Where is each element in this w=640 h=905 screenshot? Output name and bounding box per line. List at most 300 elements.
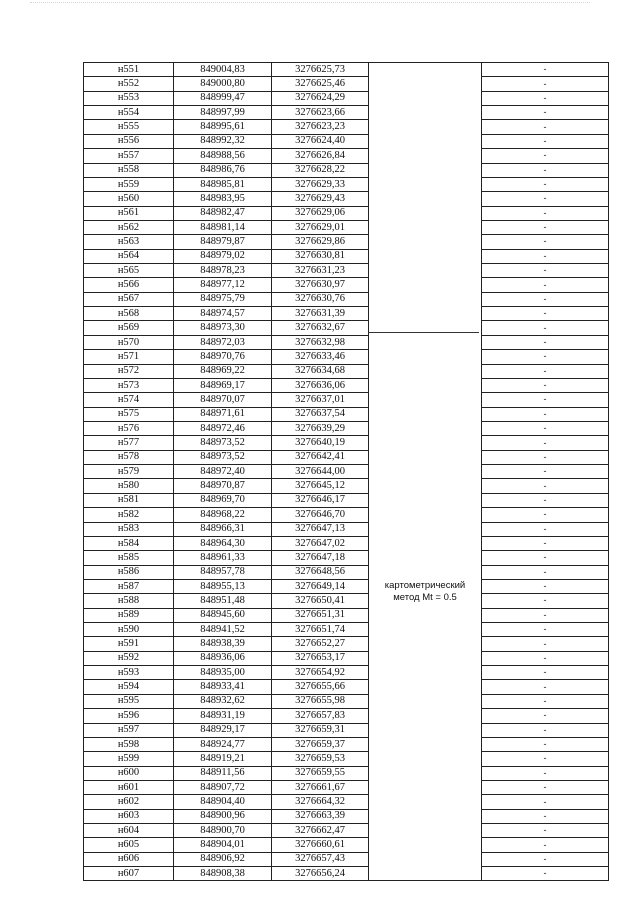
accuracy-dash: -	[543, 451, 547, 462]
x-coordinate-cell: 848972,46	[174, 421, 272, 435]
accuracy-dash: -	[543, 193, 547, 204]
x-coordinate-cell: 848904,01	[174, 838, 272, 852]
accuracy-dash: -	[543, 466, 547, 477]
accuracy-cell	[482, 522, 609, 536]
accuracy-cell	[482, 407, 609, 421]
point-number-cell: н576	[84, 421, 174, 435]
table-row	[84, 493, 609, 507]
accuracy-cell	[482, 307, 609, 321]
accuracy-dash: -	[543, 552, 547, 563]
x-coordinate-cell: 848975,79	[174, 292, 272, 306]
accuracy-dash: -	[543, 624, 547, 635]
y-coordinate-cell: 3276651,74	[272, 623, 369, 637]
point-number-cell: н603	[84, 809, 174, 823]
table-row	[84, 623, 609, 637]
y-coordinate-cell: 3276630,81	[272, 249, 369, 263]
point-number-cell: н606	[84, 852, 174, 866]
x-coordinate-cell: 848986,76	[174, 163, 272, 177]
table-row	[84, 63, 609, 77]
accuracy-cell	[482, 809, 609, 823]
accuracy-dash: -	[543, 293, 547, 304]
y-coordinate-cell: 3276629,06	[272, 206, 369, 220]
accuracy-dash: -	[543, 135, 547, 146]
y-coordinate-cell: 3276629,86	[272, 235, 369, 249]
accuracy-cell	[482, 235, 609, 249]
accuracy-dash: -	[543, 810, 547, 821]
accuracy-dash: -	[543, 222, 547, 233]
accuracy-dash: -	[543, 595, 547, 606]
accuracy-dash: -	[543, 394, 547, 405]
accuracy-dash: -	[543, 279, 547, 290]
table-row	[84, 694, 609, 708]
accuracy-dash: -	[543, 853, 547, 864]
x-coordinate-cell: 848919,21	[174, 752, 272, 766]
point-number-cell: н569	[84, 321, 174, 335]
table-row	[84, 608, 609, 622]
accuracy-dash: -	[543, 566, 547, 577]
x-coordinate-cell: 848968,22	[174, 508, 272, 522]
table-row	[84, 393, 609, 407]
x-coordinate-cell: 848970,76	[174, 350, 272, 364]
accuracy-cell	[482, 292, 609, 306]
y-coordinate-cell: 3276633,46	[272, 350, 369, 364]
y-coordinate-cell: 3276642,41	[272, 450, 369, 464]
accuracy-cell	[482, 508, 609, 522]
accuracy-dash: -	[543, 351, 547, 362]
table-row	[84, 91, 609, 105]
x-coordinate-cell: 848904,40	[174, 795, 272, 809]
y-coordinate-cell: 3276639,29	[272, 421, 369, 435]
point-number-cell: н599	[84, 752, 174, 766]
x-coordinate-cell: 848982,47	[174, 206, 272, 220]
accuracy-dash: -	[543, 523, 547, 534]
x-coordinate-cell: 848907,72	[174, 780, 272, 794]
accuracy-cell	[482, 421, 609, 435]
accuracy-cell	[482, 393, 609, 407]
accuracy-dash: -	[543, 825, 547, 836]
point-number-cell: н571	[84, 350, 174, 364]
accuracy-cell	[482, 378, 609, 392]
table-row	[84, 780, 609, 794]
method-accuracy-text: метод Mt = 0.5	[393, 591, 457, 603]
method-cell	[369, 63, 482, 881]
table-row	[84, 177, 609, 191]
x-coordinate-cell: 848969,17	[174, 378, 272, 392]
table-row	[84, 809, 609, 823]
point-number-cell: н604	[84, 824, 174, 838]
accuracy-dash: -	[543, 638, 547, 649]
y-coordinate-cell: 3276632,67	[272, 321, 369, 335]
accuracy-dash: -	[543, 868, 547, 879]
point-number-cell: н570	[84, 335, 174, 349]
y-coordinate-cell: 3276652,27	[272, 637, 369, 651]
point-number-cell: н573	[84, 378, 174, 392]
accuracy-dash: -	[543, 494, 547, 505]
accuracy-dash: -	[543, 92, 547, 103]
accuracy-cell	[482, 752, 609, 766]
accuracy-cell	[482, 91, 609, 105]
point-number-cell: н602	[84, 795, 174, 809]
accuracy-dash: -	[543, 753, 547, 764]
y-coordinate-cell: 3276653,17	[272, 651, 369, 665]
x-coordinate-cell: 848931,19	[174, 709, 272, 723]
table-row	[84, 465, 609, 479]
y-coordinate-cell: 3276630,97	[272, 278, 369, 292]
point-number-cell: н564	[84, 249, 174, 263]
table-row	[84, 278, 609, 292]
accuracy-dash: -	[543, 365, 547, 376]
table-row	[84, 407, 609, 421]
table-row	[84, 766, 609, 780]
point-number-cell: н551	[84, 63, 174, 77]
x-coordinate-cell: 848971,61	[174, 407, 272, 421]
point-number-cell: н594	[84, 680, 174, 694]
x-coordinate-cell: 848955,13	[174, 579, 272, 593]
point-number-cell: н601	[84, 780, 174, 794]
point-number-cell: н589	[84, 608, 174, 622]
accuracy-cell	[482, 321, 609, 335]
table-row	[84, 335, 609, 349]
table-row	[84, 192, 609, 206]
x-coordinate-cell: 848988,56	[174, 149, 272, 163]
table-row	[84, 651, 609, 665]
table-row	[84, 421, 609, 435]
y-coordinate-cell: 3276634,68	[272, 364, 369, 378]
accuracy-cell	[482, 220, 609, 234]
point-number-cell: н572	[84, 364, 174, 378]
point-number-cell: н561	[84, 206, 174, 220]
accuracy-cell	[482, 536, 609, 550]
point-number-cell: н600	[84, 766, 174, 780]
table-row	[84, 292, 609, 306]
table-row	[84, 709, 609, 723]
table-row	[84, 350, 609, 364]
accuracy-cell	[482, 594, 609, 608]
point-number-cell: н583	[84, 522, 174, 536]
point-number-cell: н578	[84, 450, 174, 464]
accuracy-cell	[482, 565, 609, 579]
table-row	[84, 838, 609, 852]
y-coordinate-cell: 3276625,46	[272, 77, 369, 91]
accuracy-dash: -	[543, 480, 547, 491]
table-row	[84, 364, 609, 378]
point-number-cell: н577	[84, 436, 174, 450]
accuracy-cell	[482, 350, 609, 364]
accuracy-dash: -	[543, 78, 547, 89]
accuracy-cell	[482, 206, 609, 220]
point-number-cell: н567	[84, 292, 174, 306]
accuracy-cell	[482, 120, 609, 134]
scan-header-artifact	[30, 2, 590, 11]
table-row	[84, 206, 609, 220]
point-number-cell: н595	[84, 694, 174, 708]
accuracy-cell	[482, 134, 609, 148]
table-row	[84, 637, 609, 651]
y-coordinate-cell: 3276659,55	[272, 766, 369, 780]
y-coordinate-cell: 3276650,41	[272, 594, 369, 608]
y-coordinate-cell: 3276636,06	[272, 378, 369, 392]
table-row	[84, 795, 609, 809]
accuracy-cell	[482, 723, 609, 737]
table-row	[84, 522, 609, 536]
accuracy-cell	[482, 149, 609, 163]
accuracy-dash: -	[543, 179, 547, 190]
accuracy-cell	[482, 450, 609, 464]
accuracy-dash: -	[543, 64, 547, 75]
x-coordinate-cell: 848970,87	[174, 479, 272, 493]
y-coordinate-cell: 3276662,47	[272, 824, 369, 838]
point-number-cell: н581	[84, 493, 174, 507]
accuracy-dash: -	[543, 609, 547, 620]
y-coordinate-cell: 3276660,61	[272, 838, 369, 852]
point-number-cell: н553	[84, 91, 174, 105]
y-coordinate-cell: 3276640,19	[272, 436, 369, 450]
accuracy-dash: -	[543, 782, 547, 793]
x-coordinate-cell: 848935,00	[174, 666, 272, 680]
x-coordinate-cell: 848999,47	[174, 91, 272, 105]
x-coordinate-cell: 848964,30	[174, 536, 272, 550]
y-coordinate-cell: 3276631,23	[272, 264, 369, 278]
table-row	[84, 824, 609, 838]
accuracy-dash: -	[543, 121, 547, 132]
accuracy-cell	[482, 335, 609, 349]
y-coordinate-cell: 3276659,53	[272, 752, 369, 766]
y-coordinate-cell: 3276637,54	[272, 407, 369, 421]
y-coordinate-cell: 3276663,39	[272, 809, 369, 823]
accuracy-dash: -	[543, 265, 547, 276]
point-number-cell: н590	[84, 623, 174, 637]
point-number-cell: н582	[84, 508, 174, 522]
accuracy-dash: -	[543, 107, 547, 118]
table-row	[84, 479, 609, 493]
accuracy-cell	[482, 780, 609, 794]
table-row	[84, 752, 609, 766]
accuracy-cell	[482, 192, 609, 206]
method-separator-line	[368, 332, 479, 333]
y-coordinate-cell: 3276630,76	[272, 292, 369, 306]
accuracy-cell	[482, 77, 609, 91]
x-coordinate-cell: 848932,62	[174, 694, 272, 708]
table-row	[84, 536, 609, 550]
point-number-cell: н555	[84, 120, 174, 134]
point-number-cell: н584	[84, 536, 174, 550]
point-number-cell: н560	[84, 192, 174, 206]
accuracy-cell	[482, 680, 609, 694]
y-coordinate-cell: 3276624,40	[272, 134, 369, 148]
point-number-cell: н597	[84, 723, 174, 737]
y-coordinate-cell: 3276626,84	[272, 149, 369, 163]
accuracy-cell	[482, 852, 609, 866]
point-number-cell: н566	[84, 278, 174, 292]
y-coordinate-cell: 3276625,73	[272, 63, 369, 77]
table-row	[84, 106, 609, 120]
point-number-cell: н586	[84, 565, 174, 579]
point-number-cell: н552	[84, 77, 174, 91]
x-coordinate-cell: 848900,70	[174, 824, 272, 838]
point-number-cell: н558	[84, 163, 174, 177]
y-coordinate-cell: 3276624,29	[272, 91, 369, 105]
y-coordinate-cell: 3276632,98	[272, 335, 369, 349]
point-number-cell: н587	[84, 579, 174, 593]
table-row	[84, 307, 609, 321]
y-coordinate-cell: 3276645,12	[272, 479, 369, 493]
table-row	[84, 666, 609, 680]
accuracy-dash: -	[543, 308, 547, 319]
point-number-cell: н559	[84, 177, 174, 191]
x-coordinate-cell: 848908,38	[174, 867, 272, 881]
table-row	[84, 723, 609, 737]
accuracy-cell	[482, 479, 609, 493]
x-coordinate-cell: 848911,56	[174, 766, 272, 780]
x-coordinate-cell: 848985,81	[174, 177, 272, 191]
x-coordinate-cell: 848973,52	[174, 436, 272, 450]
accuracy-dash: -	[543, 164, 547, 175]
x-coordinate-cell: 848973,52	[174, 450, 272, 464]
x-coordinate-cell: 848929,17	[174, 723, 272, 737]
accuracy-cell	[482, 694, 609, 708]
x-coordinate-cell: 848972,40	[174, 465, 272, 479]
accuracy-cell	[482, 795, 609, 809]
accuracy-cell	[482, 766, 609, 780]
accuracy-cell	[482, 709, 609, 723]
accuracy-dash: -	[543, 767, 547, 778]
accuracy-cell	[482, 838, 609, 852]
x-coordinate-cell: 848970,07	[174, 393, 272, 407]
accuracy-dash: -	[543, 739, 547, 750]
accuracy-cell	[482, 249, 609, 263]
accuracy-cell	[482, 163, 609, 177]
point-number-cell: н607	[84, 867, 174, 881]
accuracy-dash: -	[543, 380, 547, 391]
y-coordinate-cell: 3276631,39	[272, 307, 369, 321]
x-coordinate-cell: 848951,48	[174, 594, 272, 608]
accuracy-cell	[482, 666, 609, 680]
accuracy-cell	[482, 737, 609, 751]
table-row	[84, 149, 609, 163]
accuracy-cell	[482, 651, 609, 665]
point-number-cell: н574	[84, 393, 174, 407]
table-row	[84, 120, 609, 134]
accuracy-dash: -	[543, 652, 547, 663]
point-number-cell: н585	[84, 551, 174, 565]
y-coordinate-cell: 3276623,66	[272, 106, 369, 120]
y-coordinate-cell: 3276664,32	[272, 795, 369, 809]
y-coordinate-cell: 3276654,92	[272, 666, 369, 680]
y-coordinate-cell: 3276659,31	[272, 723, 369, 737]
point-number-cell: н556	[84, 134, 174, 148]
y-coordinate-cell: 3276649,14	[272, 579, 369, 593]
table-row	[84, 134, 609, 148]
table-row	[84, 508, 609, 522]
x-coordinate-cell: 848992,32	[174, 134, 272, 148]
table-row	[84, 249, 609, 263]
point-number-cell: н565	[84, 264, 174, 278]
table-row	[84, 450, 609, 464]
x-coordinate-cell: 848924,77	[174, 737, 272, 751]
point-number-cell: н605	[84, 838, 174, 852]
accuracy-cell	[482, 867, 609, 881]
point-number-cell: н579	[84, 465, 174, 479]
accuracy-cell	[482, 63, 609, 77]
y-coordinate-cell: 3276648,56	[272, 565, 369, 579]
x-coordinate-cell: 848933,41	[174, 680, 272, 694]
table-row	[84, 220, 609, 234]
accuracy-dash: -	[543, 667, 547, 678]
accuracy-cell	[482, 493, 609, 507]
point-number-cell: н580	[84, 479, 174, 493]
accuracy-dash: -	[543, 509, 547, 520]
accuracy-cell	[482, 824, 609, 838]
y-coordinate-cell: 3276655,98	[272, 694, 369, 708]
x-coordinate-cell: 848974,57	[174, 307, 272, 321]
y-coordinate-cell: 3276637,01	[272, 393, 369, 407]
accuracy-cell	[482, 608, 609, 622]
y-coordinate-cell: 3276659,37	[272, 737, 369, 751]
accuracy-cell	[482, 579, 609, 593]
point-number-cell: н593	[84, 666, 174, 680]
accuracy-cell	[482, 278, 609, 292]
accuracy-dash: -	[543, 207, 547, 218]
accuracy-dash: -	[543, 250, 547, 261]
accuracy-dash: -	[543, 423, 547, 434]
x-coordinate-cell: 848906,92	[174, 852, 272, 866]
y-coordinate-cell: 3276623,23	[272, 120, 369, 134]
boundary-points-body	[84, 63, 609, 881]
accuracy-dash: -	[543, 796, 547, 807]
table-row	[84, 680, 609, 694]
x-coordinate-cell: 848997,99	[174, 106, 272, 120]
y-coordinate-cell: 3276657,83	[272, 709, 369, 723]
x-coordinate-cell: 848977,12	[174, 278, 272, 292]
y-coordinate-cell: 3276657,43	[272, 852, 369, 866]
table-row	[84, 852, 609, 866]
point-number-cell: н562	[84, 220, 174, 234]
table-row	[84, 163, 609, 177]
accuracy-dash: -	[543, 150, 547, 161]
table-row	[84, 579, 609, 593]
point-number-cell: н557	[84, 149, 174, 163]
y-coordinate-cell: 3276661,67	[272, 780, 369, 794]
table-row	[84, 737, 609, 751]
accuracy-cell	[482, 436, 609, 450]
y-coordinate-cell: 3276647,13	[272, 522, 369, 536]
x-coordinate-cell: 848957,78	[174, 565, 272, 579]
accuracy-dash: -	[543, 236, 547, 247]
x-coordinate-cell: 849000,80	[174, 77, 272, 91]
table-row	[84, 264, 609, 278]
y-coordinate-cell: 3276646,17	[272, 493, 369, 507]
point-number-cell: н592	[84, 651, 174, 665]
point-number-cell: н598	[84, 737, 174, 751]
table-row	[84, 436, 609, 450]
accuracy-dash: -	[543, 681, 547, 692]
accuracy-cell	[482, 264, 609, 278]
x-coordinate-cell: 848972,03	[174, 335, 272, 349]
x-coordinate-cell: 848995,61	[174, 120, 272, 134]
table-row	[84, 378, 609, 392]
table-row	[84, 321, 609, 335]
y-coordinate-cell: 3276629,33	[272, 177, 369, 191]
accuracy-cell	[482, 637, 609, 651]
y-coordinate-cell: 3276656,24	[272, 867, 369, 881]
x-coordinate-cell: 848978,23	[174, 264, 272, 278]
method-name-text: картометрический	[384, 579, 466, 591]
y-coordinate-cell: 3276628,22	[272, 163, 369, 177]
x-coordinate-cell: 848973,30	[174, 321, 272, 335]
table-row	[84, 551, 609, 565]
x-coordinate-cell: 848979,02	[174, 249, 272, 263]
point-number-cell: н568	[84, 307, 174, 321]
